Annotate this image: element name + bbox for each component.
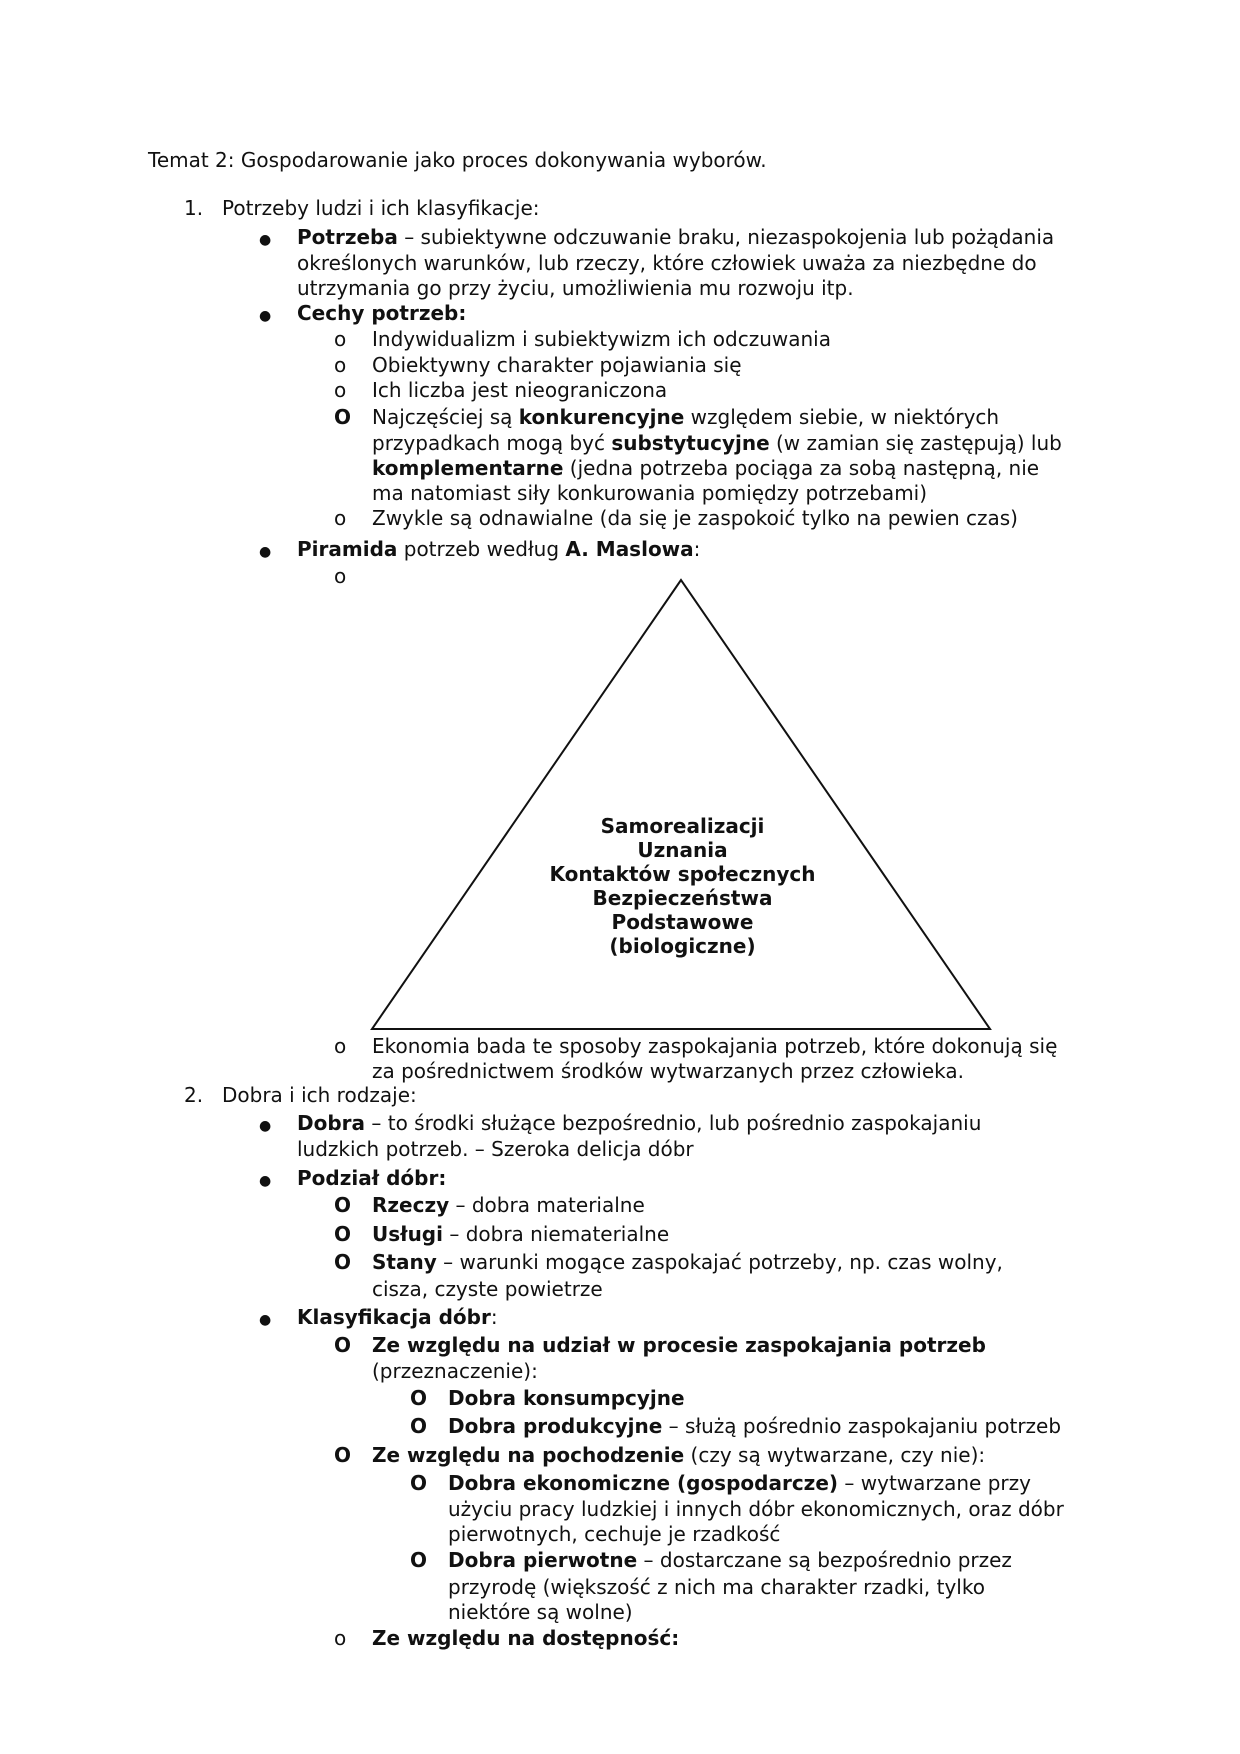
- list-item: Dobra pierwotne – dostarczane są bezpośrednio przez: [448, 1548, 1012, 1572]
- section-heading: Potrzeby ludzi i ich klasyfikacje:: [222, 196, 540, 220]
- pyramid-level: (biologiczne): [609, 934, 756, 958]
- subheading-klasyfikacja: Klasyfikacja dóbr:: [297, 1305, 498, 1329]
- bullet-icon: ●: [259, 1173, 272, 1189]
- text-line: za pośrednictwem środków wytwarzanych przez człowieka.: [372, 1059, 964, 1083]
- list-item: Dobra ekonomiczne (gospodarcze) – wytwarzane przy: [448, 1471, 1031, 1495]
- section-number: 1.: [184, 196, 204, 220]
- list-item: Usługi – dobra niematerialne: [372, 1222, 670, 1246]
- circle-bullet-icon: o: [334, 506, 347, 530]
- text-line: określonych warunków, lub rzeczy, które człowiek uważa za niezbędne do: [297, 251, 1037, 275]
- pyramid-level: Samorealizacji: [600, 814, 765, 838]
- text-line: użyciu pracy ludzkiej i innych dóbr ekonomicznych, oraz dóbr: [448, 1497, 1064, 1521]
- definition-dobra: Dobra – to środki służące bezpośrednio, lub pośrednio zaspokajaniu: [297, 1111, 982, 1135]
- list-item: Zwykle są odnawialne (da się je zaspokoić tylko na pewien czas): [372, 506, 1018, 530]
- list-item: Ze względu na dostępność:: [372, 1626, 680, 1650]
- text-line: ludzkich potrzeb. – Szeroka delicja dóbr: [297, 1137, 694, 1161]
- circle-bullet-icon: O: [334, 405, 352, 429]
- circle-bullet-icon: o: [334, 1626, 347, 1650]
- pyramid-level: Kontaktów społecznych: [549, 862, 816, 886]
- list-item: Ich liczba jest nieograniczona: [372, 378, 668, 402]
- pyramid-triangle: [372, 580, 990, 1029]
- circle-bullet-icon: O: [334, 1250, 352, 1274]
- text-line: pierwotnych, cechuje je rzadkość: [448, 1522, 781, 1546]
- page-title: Temat 2: Gospodarowanie jako proces dokonywania wyborów.: [148, 148, 767, 172]
- text-line: przypadkach mogą być substytucyjne (w zamian się zastępują) lub: [372, 431, 1062, 455]
- circle-bullet-icon: O: [334, 1222, 352, 1246]
- section-heading: Dobra i ich rodzaje:: [222, 1083, 417, 1107]
- list-item: Dobra konsumpcyjne: [448, 1386, 685, 1410]
- subheading-podzial: Podział dóbr:: [297, 1166, 447, 1190]
- bullet-icon: ●: [259, 1312, 272, 1328]
- list-item: Obiektywny charakter pojawiania się: [372, 353, 742, 377]
- list-item: Ekonomia bada te sposoby zaspokajania potrzeb, które dokonują się: [372, 1034, 1058, 1058]
- pyramid-level: Uznania: [637, 838, 728, 862]
- text-line: ma natomiast siły konkurowania pomiędzy potrzebami): [372, 481, 928, 505]
- text-line: cisza, czyste powietrze: [372, 1277, 603, 1301]
- text-line: komplementarne (jedna potrzeba pociąga za sobą następną, nie: [372, 456, 1040, 480]
- circle-bullet-icon: O: [334, 1193, 352, 1217]
- list-item: Rzeczy – dobra materialne: [372, 1193, 645, 1217]
- text-line: niektóre są wolne): [448, 1600, 633, 1624]
- list-item: Ze względu na pochodzenie (czy są wytwarzane, czy nie):: [372, 1443, 986, 1467]
- text-line: (przeznaczenie):: [372, 1359, 538, 1383]
- definition-potrzeba: Potrzeba – subiektywne odczuwanie braku, niezaspokojenia lub pożądania: [297, 225, 1055, 249]
- circle-bullet-icon: O: [334, 1333, 352, 1357]
- circle-bullet-icon: O: [410, 1548, 428, 1572]
- circle-bullet-icon: o: [334, 1034, 347, 1058]
- list-item: Indywidualizm i subiektywizm ich odczuwania: [372, 327, 831, 351]
- circle-bullet-icon: o: [334, 378, 347, 402]
- section-number: 2.: [184, 1083, 204, 1107]
- bullet-icon: ●: [259, 1118, 272, 1134]
- bullet-icon: ●: [259, 308, 272, 324]
- subheading-piramida: Piramida potrzeb według A. Maslowa:: [297, 537, 701, 561]
- list-item: Ze względu na udział w procesie zaspokajania potrzeb: [372, 1333, 986, 1357]
- text-line: przyrodę (większość z nich ma charakter rzadki, tylko: [448, 1575, 985, 1599]
- bullet-icon: ●: [259, 232, 272, 248]
- circle-bullet-icon: o: [334, 353, 347, 377]
- circle-bullet-icon: o: [334, 564, 347, 588]
- circle-bullet-icon: o: [334, 327, 347, 351]
- text-line: utrzymania go przy życiu, umożliwienia mu rozwoju itp.: [297, 276, 854, 300]
- circle-bullet-icon: O: [410, 1414, 428, 1438]
- pyramid-level: Podstawowe: [611, 910, 754, 934]
- pyramid-level: Bezpieczeństwa: [592, 886, 773, 910]
- list-item: Najczęściej są konkurencyjne względem siebie, w niektórych: [372, 405, 1000, 429]
- list-item: Dobra produkcyjne – służą pośrednio zaspokajaniu potrzeb: [448, 1414, 1062, 1438]
- bullet-icon: ●: [259, 544, 272, 560]
- list-item: Stany – warunki mogące zaspokajać potrzeby, np. czas wolny,: [372, 1250, 1003, 1274]
- subheading-cechy: Cechy potrzeb:: [297, 301, 467, 325]
- circle-bullet-icon: O: [334, 1443, 352, 1467]
- circle-bullet-icon: O: [410, 1386, 428, 1410]
- circle-bullet-icon: O: [410, 1471, 428, 1495]
